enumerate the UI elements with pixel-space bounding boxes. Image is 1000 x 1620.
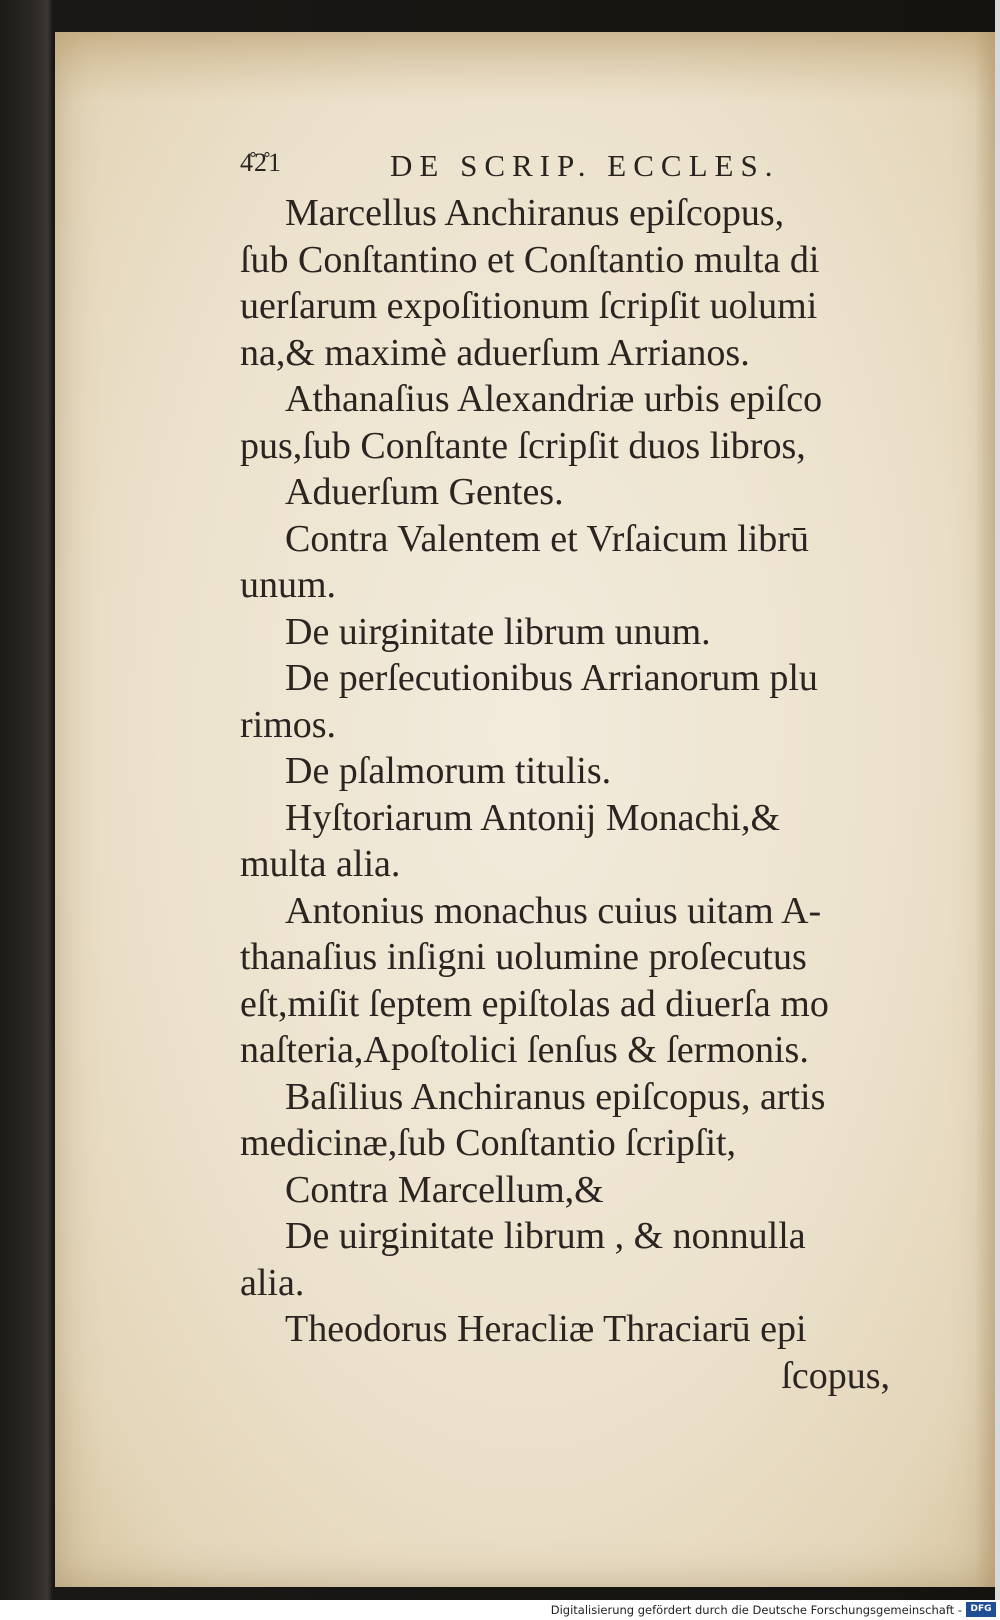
text-line: Contra Marcellum,& — [285, 1168, 604, 1211]
text-line: De uirginitate librum , & nonnulla — [285, 1215, 806, 1257]
text-line: naſteria,Apoſtolici ſenſus & ſermonis. — [240, 1029, 809, 1071]
text-line: pus,ſub Conſtante ſcripſit duos libros, — [240, 424, 806, 467]
footer-bar — [0, 1600, 1000, 1620]
text-line: De pſalmorum titulis. — [285, 750, 612, 792]
text-line: ſcopus, — [781, 1354, 890, 1397]
page-header — [240, 148, 890, 188]
text-line: ſub Conſtantino et Conſtantio multa di — [240, 238, 820, 281]
scan-edge — [995, 0, 1000, 1600]
text-line: Theodorus Heracliæ Thraciarū epi — [285, 1308, 807, 1350]
text-line: unum. — [240, 564, 337, 606]
text-line: na,& maximè aduerſum Arrianos. — [240, 331, 750, 374]
text-line: Marcellus Anchiranus epiſcopus, — [285, 192, 785, 234]
text-line: Baſilius Anchiranus epiſcopus, artis — [285, 1075, 826, 1118]
text-line: De uirginitate librum unum. — [285, 610, 711, 653]
page-number: 4̊2̊1 — [240, 148, 282, 177]
dfg-logo: DFG — [966, 1602, 996, 1617]
funding-notice: Digitalisierung gefördert durch die Deutsche Forschungsgemeinschaft - — [550, 1603, 962, 1617]
text-line: Aduerſum Gentes. — [285, 471, 564, 513]
text-line: Antonius monachus cuius uitam A- — [285, 889, 822, 932]
text-line: Hyſtoriarum Antonij Monachi,& — [285, 796, 781, 839]
body-text — [240, 190, 930, 1399]
text-line: alia. — [240, 1261, 305, 1304]
text-line: Contra Valentem et Vrſaicum librū — [285, 517, 809, 560]
text-line: eſt,miſit ſeptem epiſtolas ad diuerſa mo — [240, 982, 829, 1025]
text-line: De perſecutionibus Arrianorum plu — [285, 657, 818, 699]
text-line: Athanaſius Alexandriæ urbis epiſco — [285, 378, 823, 420]
text-line: thanaſius inſigni uolumine proſecutus — [240, 936, 807, 978]
text-line: medicinæ,ſub Conſtantio ſcripſit, — [240, 1122, 737, 1164]
text-line: rimos. — [240, 703, 337, 746]
text-line: multa alia. — [240, 843, 401, 885]
running-head: DE SCRIP. ECCLES. — [390, 148, 780, 183]
text-line: uerſarum expoſitionum ſcripſit uolumi — [240, 285, 818, 327]
